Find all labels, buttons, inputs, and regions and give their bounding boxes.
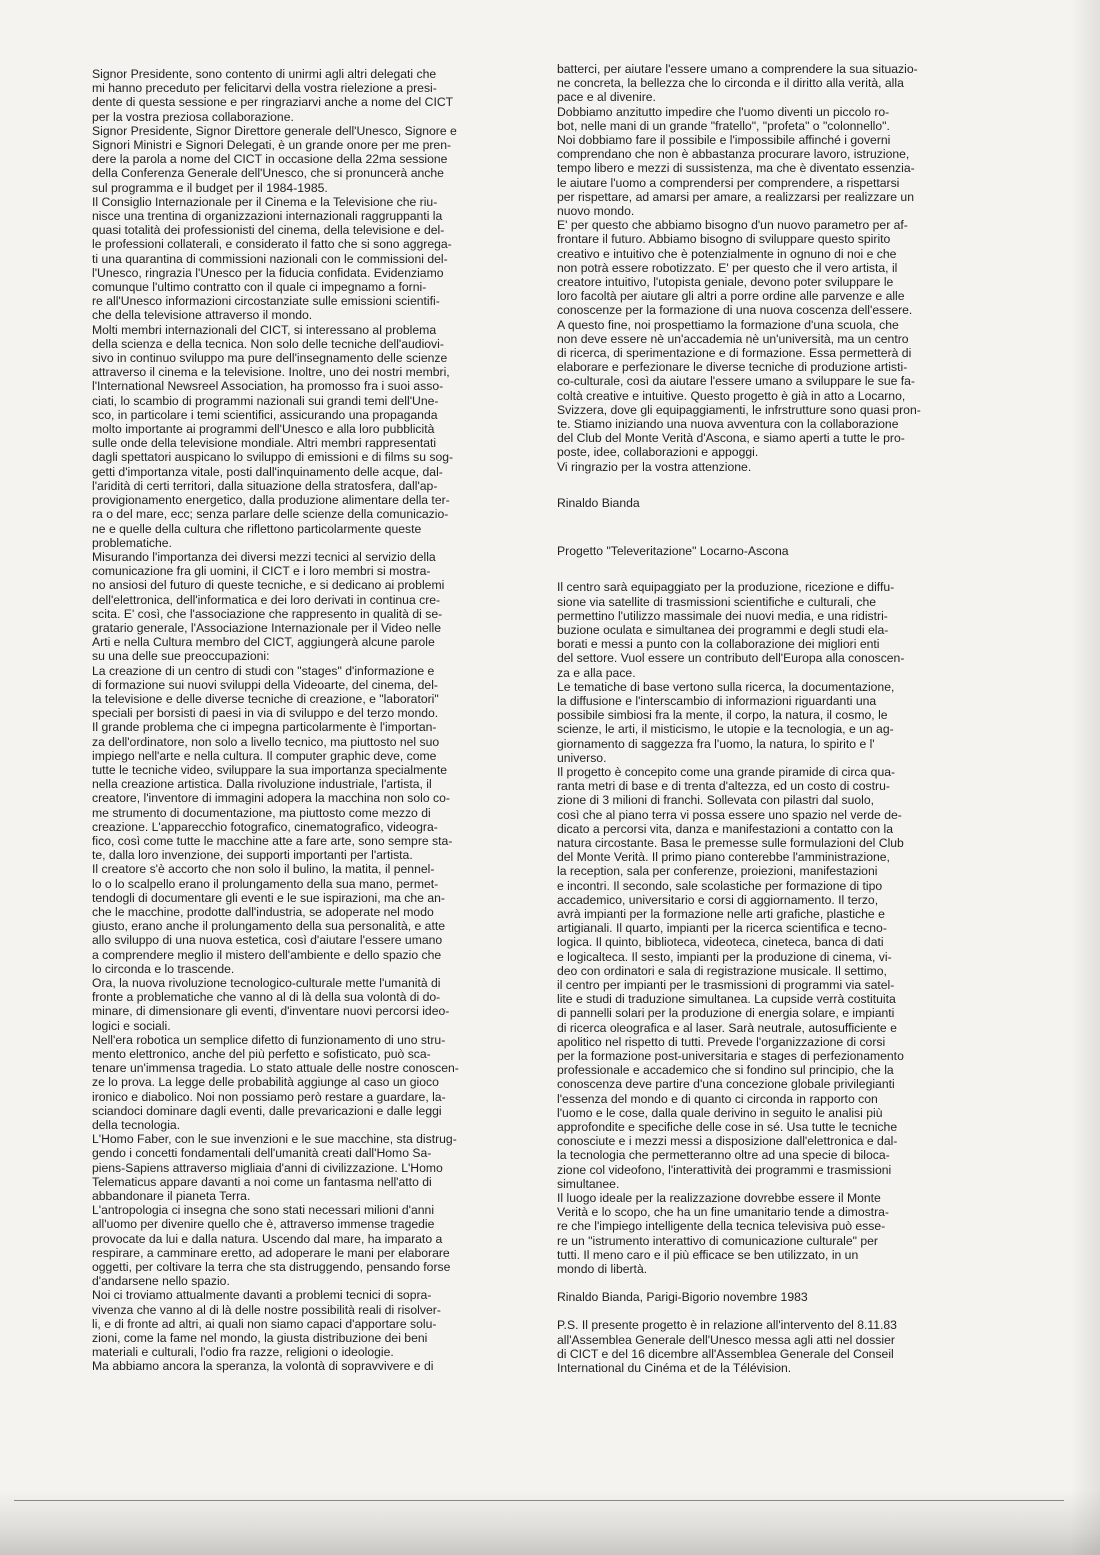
paragraph: Nell'era robotica un semplice difetto di funzionamento di uno stru- mento elettronico, anche del più perfetto e sofisticato, può sca- tenare un'immensa tragedia. Lo stato attuale delle nostre conoscen- ze lo prova. La legge delle probabilità aggiunge al caso un gioco ironico e diabolico. Noi non possiamo però restare a guardare, la- sciandoci dominare dagli eventi, dalle prevaricazioni e dalle leggi della tecnologia. (92, 1032, 459, 1133)
postscript: P.S. Il presente progetto è in relazione all'intervento del 8.11.83 all'Assemblea Generale dell'Unesco messa agli atti nel dossier di CICT e del 16 dicembre all'Assemblea Generale del Conseil International du Cinéma et de la Télévision. (557, 1318, 897, 1376)
paragraph: Misurando l'importanza dei diversi mezzi tecnici al servizio della comunicazione fra gli uomini, il CICT e i loro membri si mostra- no ansiosi del futuro di queste tecniche, e si dedicano ai problemi dell'elettronica, dell'informatica e dei loro derivati in continua cre- scita. E' così, che l'associazione che rappresento in qualità di se- gratario generale, l'Associazione Internazionale per il Video nelle Arti e nella Cultura membro del CICT, aggiungerà alcune parole su una delle sue preoccupazioni: (92, 549, 445, 664)
paragraph: L'Homo Faber, con le sue invenzioni e le sue macchine, sta distrug- gendo i concetti fondamentali dell'umanità creati dall'Homo Sa- piens-Sapiens attraverso migliaia d'anni di civilizzazione. L'Homo Telematicus appare davanti a noi come un fantasma nell'atto di abbandonare il pianeta Terra. (92, 1132, 457, 1204)
spacer (557, 474, 989, 496)
paragraph: Il Consiglio Internazionale per il Cinema e la Televisione che riu- nisce una trentina di organizzazioni internazionali raggruppanti la quasi totalità dei professionisti del cinema, della televisione e del- le professioni collaterali, e considerato il fatto che si sono aggrega- ti una quarantina di commissioni nazionali con le commissioni del- l'Unesco, ringrazia l'Unesco per la fiducia confidata. Evidenziamo comunque l'ultimo contratto con il quale ci impegnamo a forni- re all'Unesco informazioni circostanziate sulle emissioni scientifi- che della televisione attraverso il mondo. (92, 194, 452, 323)
paragraph: Il creatore s'è accorto che non solo il bulino, la matita, il pennel- lo o lo scalpello erano il prolungamento della sua mano, permet- tendogli di documentare gli eventi e le sue ispirazioni, ma che an- che le macchine, prodotte dall'industria, se adoperate nel modo giusto, erano anche il prolungamento della sua personalità, e atte allo sviluppo di una nuova estetica, così d'aiutare l'essere umano a comprendere meglio il mistero dell'ambiente e dello spazio che lo circonda e lo trascende. (92, 862, 445, 976)
spacer (557, 1304, 989, 1318)
paragraph: Il centro sarà equipaggiato per la produzione, ricezione e diffu- sione via satellite di trasmissioni scientifiche e culturali, che permettino l'utilizzo massimale dei nuovi media, e una ridistri- buzione oculata e simultanea dei programmi e degli studi ela- borati e messi a punto con la collaborazione dei migliori enti del settore. Vuol essere un contributo dell'Europa alla conoscen- za e alla pace. (557, 580, 905, 680)
paragraph: Molti membri internazionali del CICT, si interessano al problema della scienza e della tecnica. Non solo delle tecniche dell'audiovi- sivo in continuo sviluppo ma pure dell'insegnamento delle scienze attraverso il cinema e la televisione. Inoltre, uno dei nostri membri, l'International Newsreel Association, ha promosso fra i suoi asso- ciati, lo scambio di programmi nazionali sui grandi temi dell'Une- sco, in particolare i temi scientifici, assicurando una propaganda molto importante ai programmi dell'Unesco e alla loro pubblicità sulle onde della televisione mondiale. Altri membri rappresentati dagli spettatori auspicano lo sviluppo di emissioni e di films su sog- getti d'importanza vitale, posti dall'inquinamento delle acque, dal- l'aridità di certi territori, dalla situazione della stratosfera, dall'ap- provigionamento energetico, dalla produzione alimentare della ter- ra o del mare, ecc; senza parlare delle scienze della comunicazio- ne e quelle della cultura che riflettono particolarmente queste problematiche. (92, 322, 454, 550)
paragraph: Vi ringrazio per la vostra attenzione. (557, 459, 752, 474)
paragraph: batterci, per aiutare l'essere umano a comprendere la sua situazio- ne concreta, la bellezza che lo circonda e il diritto alla verità, alla pace e al divenire. (557, 62, 918, 105)
spacer (557, 558, 989, 580)
paragraph: Signor Presidente, sono contento di unirmi agli altri delegati che mi hanno preceduto per felicitarvi della vostra rielezione a presi- dente di questa sessione e per ringraziarvi anche a nome del CICT per la vostra preziosa collaborazione. (92, 67, 454, 124)
paragraph: Noi ci troviamo attualmente davanti a problemi tecnici di sopra- vivenza che vanno al di là delle nostre possibilità reali di risolver- li, e di fronte ad altri, ai quali non siamo capaci d'apportare solu- zioni, come la fame nel mondo, la giusta distribuzione dei beni materiali e culturali, l'odio fra razze, religioni o ideologie. (92, 1288, 441, 1360)
signature-with-date: Rinaldo Bianda, Parigi-Bigorio novembre 1983 (557, 1290, 808, 1305)
project-title: Progetto "Televeritazione" Locarno-Ascona (557, 544, 789, 559)
right-column (557, 62, 989, 1375)
scan-shadow-bottom (0, 1490, 1100, 1555)
signature: Rinaldo Bianda (557, 495, 640, 510)
paragraph: L'antropologia ci insegna che sono stati necessari milioni d'anni all'uomo per divenire quello che è, attraverso immense tragedie provocate da lui e dalla natura. Uscendo dal mare, ha imparato a respirare, a camminare eretto, ad adoperare le mani per elaborare oggetti, per coltivare la terra che sta distruggendo, pensando forse d'andarsene nello spazio. (92, 1203, 451, 1289)
paragraph: La creazione di un centro di studi con "stages" d'informazione e di formazione sui nuovi sviluppi della Videoarte, del cinema, del- la televisione e delle diverse tecniche di creazione, e "laboratori" speciali per borsisti di paesi in via di sviluppo e del terzo mondo. (92, 663, 439, 721)
paragraph: E' per questo che abbiamo bisogno d'un nuovo parametro per af- frontare il futuro. Abbiamo bisogno di sviluppare questo spirito creativo e intuitivo che è potenzialmente in ognuno di noi e che non potrà essere robotizzato. E' per questo che il vero artista, il creatore intuitivo, l'utopista geniale, devono poter sviluppare le loro facoltà per aiutare gli altri a porre ordine alle parvenze e alle conoscenze per la formazione di una nuova coscenza dell'essere. (557, 218, 913, 318)
paragraph: Signor Presidente, Signor Direttore generale dell'Unesco, Signore e Signori Ministri e Signori Delegati, è un grande onore per me pren- dere la parola a nome del CICT in occasione della 22ma sessione della Conferenza Generale dell'Unesco, che si pronuncerà anche sul programma e il budget per il 1984-1985. (92, 123, 457, 195)
scan-shadow-right (1070, 0, 1100, 1555)
paragraph: Ma abbiamo ancora la speranza, la volontà di sopravvivere e di (92, 1359, 434, 1374)
paragraph: A questo fine, noi prospettiamo la formazione d'una scuola, che non deve essere nè un'accademia nè un'università, ma un centro di ricerca, di sperimentazione e di formazione. Essa permetterà di elaborare e perfezionare le diverse tecniche di produzione artisti- co-culturale, così da aiutare l'essere umano a sviluppare le sue fa- coltà creative e intuitive. Questo progetto è già in atto a Locarno, Svizzera, dove gli equipaggiamenti, le infrstrutture sono quasi pron- te. Stiamo iniziando una nuova avventura con la collaborazione del Club del Monte Verità d'Ascona, e siamo aperti a tutte le pro- poste, idee, collaborazioni e appoggi. (557, 317, 921, 460)
paragraph: Il grande problema che ci impegna particolarmente è l'importan- za dell'ordinatore, non solo a livello tecnico, ma piuttosto nel suo impiego nell'arte e nella cultura. Il computer graphic deve, come tutte le tecniche video, sviluppare la sua importanza specialmente nella creazione artistica. Dalla rivoluzione industriale, l'artista, il creatore, l'inventore di immagini adopera la macchina non solo co- me strumento di documentazione, ma piuttosto come mezzo di creazione. L'apparecchio fotografico, cinematografico, videogra- fico, così come tutte le macchine atte a fare arte, sono sempre sta- te, dalla loro invenzione, dei supporti importanti per l'artista. (92, 720, 453, 863)
paragraph: Il progetto è concepito come una grande piramide di circa qua- ranta metri di base e di trenta d'altezza, ed un costo di costru- zione di 3 milioni di franchi. Sollevata con pilastri dal suolo, così che al piano terra vi possa essere uno spazio nel verde de- dicato a percorsi vita, danza e manifestazioni a contatto con la natura circostante. Basa le premesse sulle formulazioni del Club del Monte Verità. Il primo piano conterebbe l'amministrazione, la reception, sala per conferenze, proiezioni, manifestazioni e incontri. Il secondo, sale scolastiche per formazione di tipo accademico, universitario e corsi di aggiornamento. Il terzo, avrà impianti per la formazione nelle arti grafiche, plastiche e artigianali. Il quarto, impianti per la ricerca scientifica e tecno- logica. Il quinto, biblioteca, videoteca, cineteca, banca di dati e logicalteca. Il sesto, impianti per la produzione di cinema, vi- deo con ordinatori e sala di registrazione musicale. Il settimo, il centro per impianti per le trasmissioni di programmi via satel- lite e studi di traduzione simultanea. La cupside verrà costituita di pannelli solari per la produzione di energia solare, e impianti di ricerca oleografica e al laser. Sarà neutrale, autosufficiente e apolitico nel rispetto di tutti. Prevede l'organizzazione di corsi per la formazione post-universitaria e stages di perfezionamento professionale e accademico che si fondino sul principio, che la conoscenza deve partire d'una concezione globale privilegianti l'essenza del mondo e di quanto ci circonda in rapporto con l'uomo e le cose, dalla quale derivino in seguito le analisi più approfondite e specifiche delle cose in sé. Usa tutte le tecniche conosciute e i mezzi messi a disposizione dall'elettronica e dal- la tecnologia che permetteranno oltre ad una specie di biloca- zione col videofono, l'interattività dei programmi e trasmissioni simultanee. (557, 764, 904, 1191)
spacer (557, 1276, 989, 1290)
paragraph: Dobbiamo anzitutto impedire che l'uomo diventi un piccolo ro- bot, nelle mani di un grande "fratello", "profeta" o "colonnello". Noi dobbiamo fare il possibile e l'impossibile affinché i governi comprendano che non è abbastanza procurare lavoro, istruzione, tempo libero e mezzi di sussistenza, ma che è diventato essenzia- le aiutare l'uomo a comprendersi per comprendere, a rispettarsi per rispettare, ad amarsi per amare, a realizzarsi per realizzare un nuovo mondo. (557, 104, 915, 219)
paragraph: Ora, la nuova rivoluzione tecnologico-culturale mette l'umanità di fronte a problematiche che vanno al di là della sua volontà di do- minare, di dimensionare gli eventi, d'inventare nuovi percorsi ideo- logici e sociali. (92, 976, 450, 1033)
spacer (557, 510, 989, 544)
paragraph: Il luogo ideale per la realizzazione dovrebbe essere il Monte Verità e lo scopo, che ha un fine umanitario tende a dimostra- re che l'impiego intelligente della tecnica televisiva può esse- re un "istrumento interattivo di comunicazione culturale" per tutti. Il meno caro e il più efficace se ben utilizzato, in un mondo di libertà. (557, 1191, 889, 1277)
left-column (92, 67, 524, 1374)
paragraph: Le tematiche di base vertono sulla ricerca, la documentazione, la diffusione e l'interscambio di informazioni riguardanti una possibile simbiosi fra la mente, il corpo, la natura, il cosmo, le scienze, le arti, il misticismo, le utopie e la tecnologia, e un ag- giornamento di saggezza fra l'uomo, la natura, lo spirito e l' universo. (557, 679, 895, 765)
